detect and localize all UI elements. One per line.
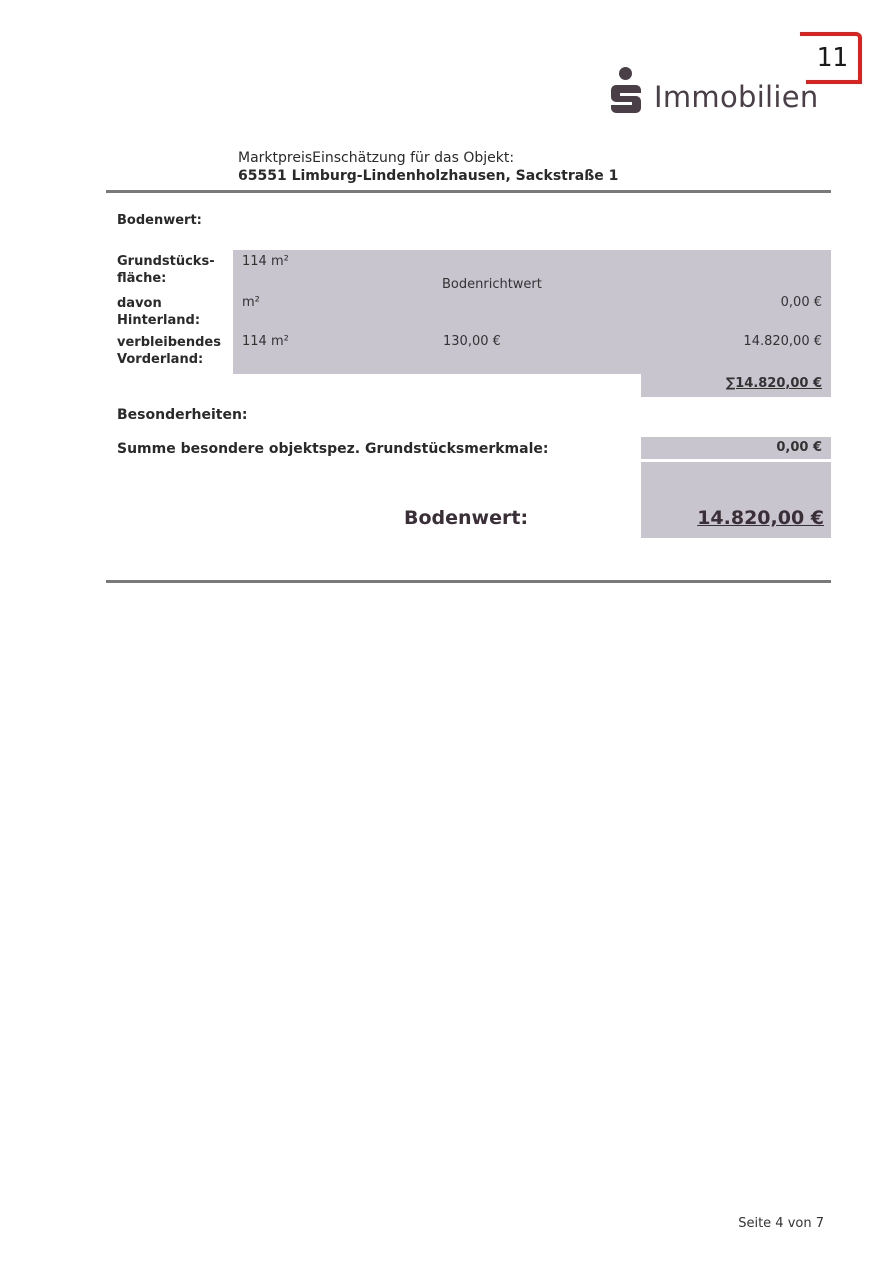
- document-title: MarktpreisEinschätzung für das Objekt:: [238, 150, 515, 166]
- sparkasse-logo-dot: [619, 67, 632, 80]
- section-title: Bodenwert:: [117, 213, 202, 228]
- row-label-grundstuecksflaeche: Grundstücks- fläche:: [117, 254, 215, 286]
- area-vorderland: 114 m²: [242, 334, 289, 349]
- sparkasse-s-icon: [610, 83, 642, 115]
- besonderheiten-label: Summe besondere objektspez. Grundstücksmerkmale:: [117, 441, 549, 457]
- page-number-stamp: 11: [806, 32, 862, 84]
- besonderheiten-value: 0,00 €: [776, 440, 822, 455]
- area-hinterland: m²: [242, 295, 260, 310]
- top-divider: [106, 190, 831, 193]
- total-value: 14.820,00 €: [697, 507, 824, 529]
- column-header-bodenrichtwert: Bodenrichtwert: [442, 277, 542, 292]
- value-vorderland: 14.820,00 €: [743, 334, 822, 349]
- bottom-divider: [106, 580, 831, 583]
- row-label-vorderland: verbleibendes Vorderland:: [117, 335, 221, 367]
- land-table-shading: [233, 250, 831, 374]
- logo-text: Immobilien: [654, 80, 819, 114]
- total-label: Bodenwert:: [404, 507, 529, 529]
- rate-vorderland: 130,00 €: [443, 334, 501, 349]
- row-label-hinterland: davon Hinterland:: [117, 296, 201, 328]
- besonderheiten-title: Besonderheiten:: [117, 407, 248, 423]
- property-address: 65551 Limburg-Lindenholzhausen, Sackstraße 1: [238, 168, 619, 184]
- sum-value: ∑14.820,00 €: [725, 376, 822, 391]
- value-hinterland: 0,00 €: [780, 295, 822, 310]
- area-grundstueck: 114 m²: [242, 254, 289, 269]
- page-footer: Seite 4 von 7: [738, 1216, 824, 1231]
